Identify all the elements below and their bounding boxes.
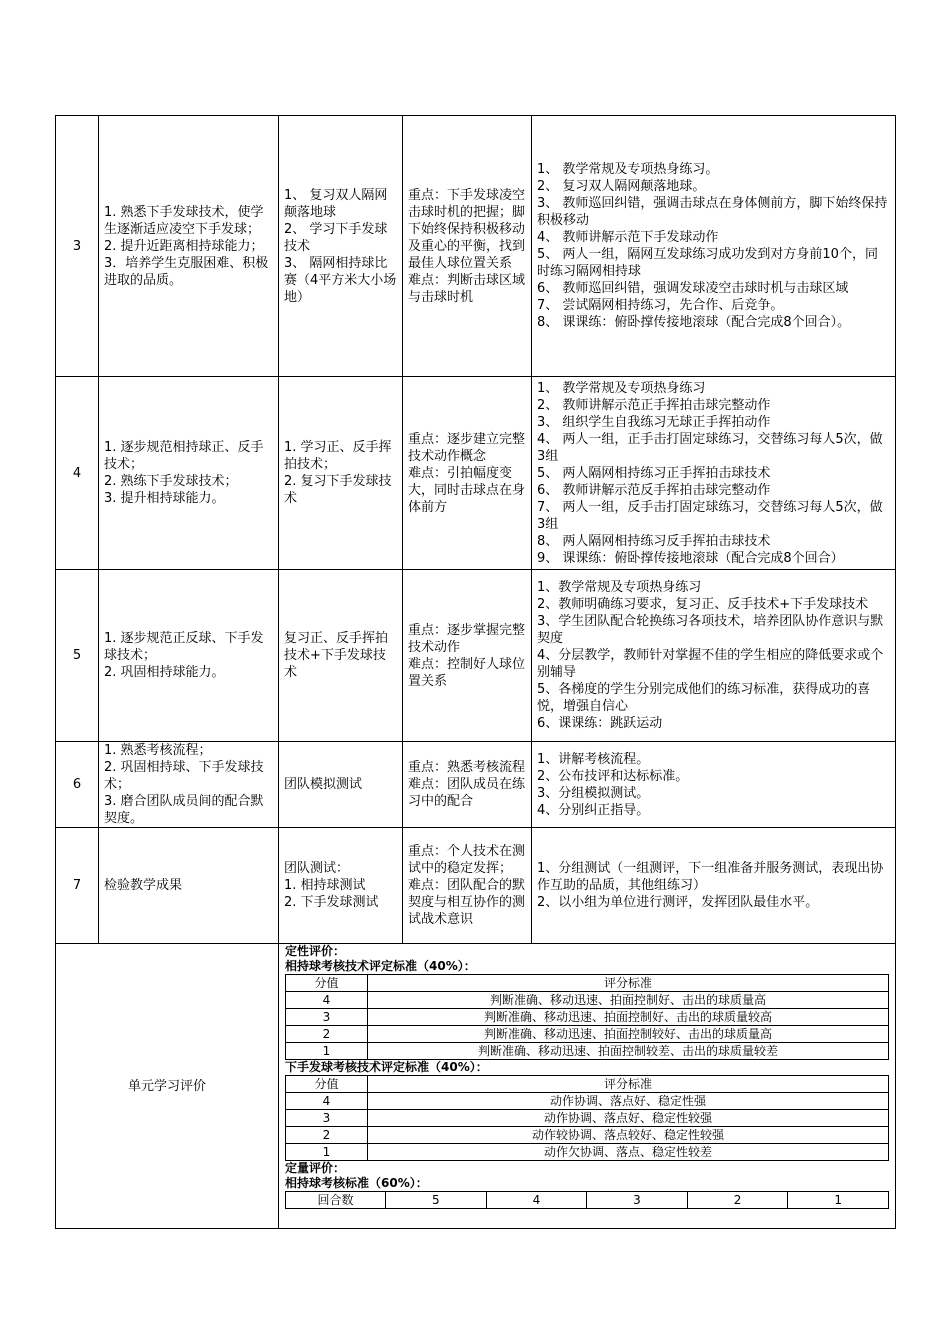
lesson-key-points: 重点：个人技术在测试中的稳定发挥； 难点：团队配合的默契度与相互协作的测试战术意识 [403, 828, 532, 944]
lesson-content: 复习正、反手挥拍技术+下手发球技术 [279, 570, 403, 742]
table-row: 4 判断准确、移动迅速、拍面控制好、击出的球质量高 [286, 992, 889, 1009]
lesson-objectives: 1. 熟悉考核流程； 2. 巩固相持球、下手发球技术； 3. 磨合团队成员间的配合默契度。 [99, 742, 279, 828]
evaluation-content [279, 944, 896, 1229]
lesson-steps: 1、 教学常规及专项热身练习。 2、 复习双人隔网颠落地球。 3、 教师巡回纠错，强调击球点在身体侧前方，脚下始终保持积极移动 4、 教师讲解示范下手发球动作 5、 两人一组，隔网互发球练习成功发到对方身前10个，同时练习隔网相持球 6、 教师巡回纠错，强调发球凌空击球时机与击球区域 7、 尝试隔网相持练习，先合作、后竞争。 8、 课课练：俯卧撑传接地滚球（配合完成8个回合）。 [532, 116, 896, 377]
lesson-row [56, 828, 896, 944]
rally-criteria-table [285, 974, 889, 1060]
lesson-content: 1、 复习双人隔网颠落地球 2、 学习下手发球技术 3、 隔网相持球比赛（4平方米大小场地） [279, 116, 403, 377]
lesson-number: 7 [56, 828, 99, 944]
lesson-number: 5 [56, 570, 99, 742]
lesson-objectives: 检验教学成果 [99, 828, 279, 944]
lesson-key-points: 重点：逐步建立完整技术动作概念 难点：引拍幅度变大，同时击球点在身体前方 [403, 377, 532, 570]
quantitative-title: 定量评价： [285, 1161, 346, 1175]
lesson-row [56, 570, 896, 742]
rally-standard-title: 相持球考核标准（60%）： [285, 1176, 428, 1190]
lesson-objectives: 1. 逐步规范相持球正、反手技术； 2. 熟练下手发球技术； 3. 提升相持球能力。 [99, 377, 279, 570]
table-row: 3 判断准确、移动迅速、拍面控制好、击出的球质量较高 [286, 1009, 889, 1026]
table-row: 2 动作较协调、落点较好、稳定性较强 [286, 1127, 889, 1144]
lesson-content: 1. 学习正、反手挥拍技术； 2. 复习下手发球技术 [279, 377, 403, 570]
table-header: 分值 评分标准 [286, 1076, 889, 1093]
lesson-key-points: 重点：熟悉考核流程 难点：团队成员在练习中的配合 [403, 742, 532, 828]
table-row: 1 判断准确、移动迅速、拍面控制较差、击出的球质量较差 [286, 1043, 889, 1060]
qualitative-title: 定性评价： [285, 944, 346, 958]
evaluation-label: 单元学习评价 [56, 944, 279, 1229]
table-row: 回合数 5 4 3 2 1 [286, 1192, 889, 1209]
lesson-row [56, 377, 896, 570]
lesson-number: 4 [56, 377, 99, 570]
serve-criteria-title: 下手发球考核技术评定标准（40%）： [285, 1060, 488, 1074]
lesson-key-points: 重点：下手发球凌空击球时机的把握；脚下始终保持积极移动及重心的平衡，找到最佳人球位置关系 难点：判断击球区域与击球时机 [403, 116, 532, 377]
lesson-number: 3 [56, 116, 99, 377]
lesson-steps: 1、教学常规及专项热身练习 2、教师明确练习要求，复习正、反手技术+下手发球技术 3、学生团队配合轮换练习各项技术，培养团队协作意识与默契度 4、分层教学，教师针对掌握不佳的学生相应的降低要求或个别辅导 5、各梯度的学生分别完成他们的练习标准，获得成功的喜悦，增强自信心 6、课课练：跳跃运动 [532, 570, 896, 742]
serve-criteria-table [285, 1075, 889, 1161]
lesson-plan-table [55, 115, 896, 1229]
lesson-steps: 1、分组测试（一组测评，下一组准备并服务测试，表现出协作互助的品质，其他组练习） 2、以小组为单位进行测评，发挥团队最佳水平。 [532, 828, 896, 944]
rounds-table [285, 1191, 889, 1209]
lesson-row [56, 116, 896, 377]
table-row: 4 动作协调、落点好、稳定性强 [286, 1093, 889, 1110]
rally-criteria-title: 相持球考核技术评定标准（40%）： [285, 959, 476, 973]
evaluation-row [56, 944, 896, 1229]
lesson-objectives: 1. 熟悉下手发球技术，使学生逐渐适应凌空下手发球； 2. 提升近距离相持球能力； 3．培养学生克服困难、积极进取的品质。 [99, 116, 279, 377]
table-row: 2 判断准确、移动迅速、拍面控制较好、击出的球质量高 [286, 1026, 889, 1043]
lesson-number: 6 [56, 742, 99, 828]
table-header: 分值 评分标准 [286, 975, 889, 992]
lesson-steps: 1、讲解考核流程。 2、公布技评和达标标准。 3、分组模拟测试。 4、分别纠正指导。 [532, 742, 896, 828]
table-row: 3 动作协调、落点好、稳定性较强 [286, 1110, 889, 1127]
table-row: 1 动作欠协调、落点、稳定性较差 [286, 1144, 889, 1161]
lesson-objectives: 1. 逐步规范正反球、下手发球技术； 2. 巩固相持球能力。 [99, 570, 279, 742]
lesson-content: 团队测试： 1. 相持球测试 2. 下手发球测试 [279, 828, 403, 944]
lesson-steps: 1、 教学常规及专项热身练习 2、 教师讲解示范正手挥拍击球完整动作 3、 组织学生自我练习无球正手挥拍动作 4、 两人一组，正手击打固定球练习，交替练习每人5次，做3组 5、 两人隔网相持练习正手挥拍击球技术 6、 教师讲解示范反手挥拍击球完整动作 7、 两人一组，反手击打固定球练习，交替练习每人5次，做3组 8、 两人隔网相持练习反手挥拍击球技术 9、 课课练：俯卧撑传接地滚球（配合完成8个回合） [532, 377, 896, 570]
lesson-row [56, 742, 896, 828]
lesson-plan-page [55, 115, 895, 1229]
lesson-content: 团队模拟测试 [279, 742, 403, 828]
lesson-key-points: 重点：逐步掌握完整技术动作 难点：控制好人球位置关系 [403, 570, 532, 742]
